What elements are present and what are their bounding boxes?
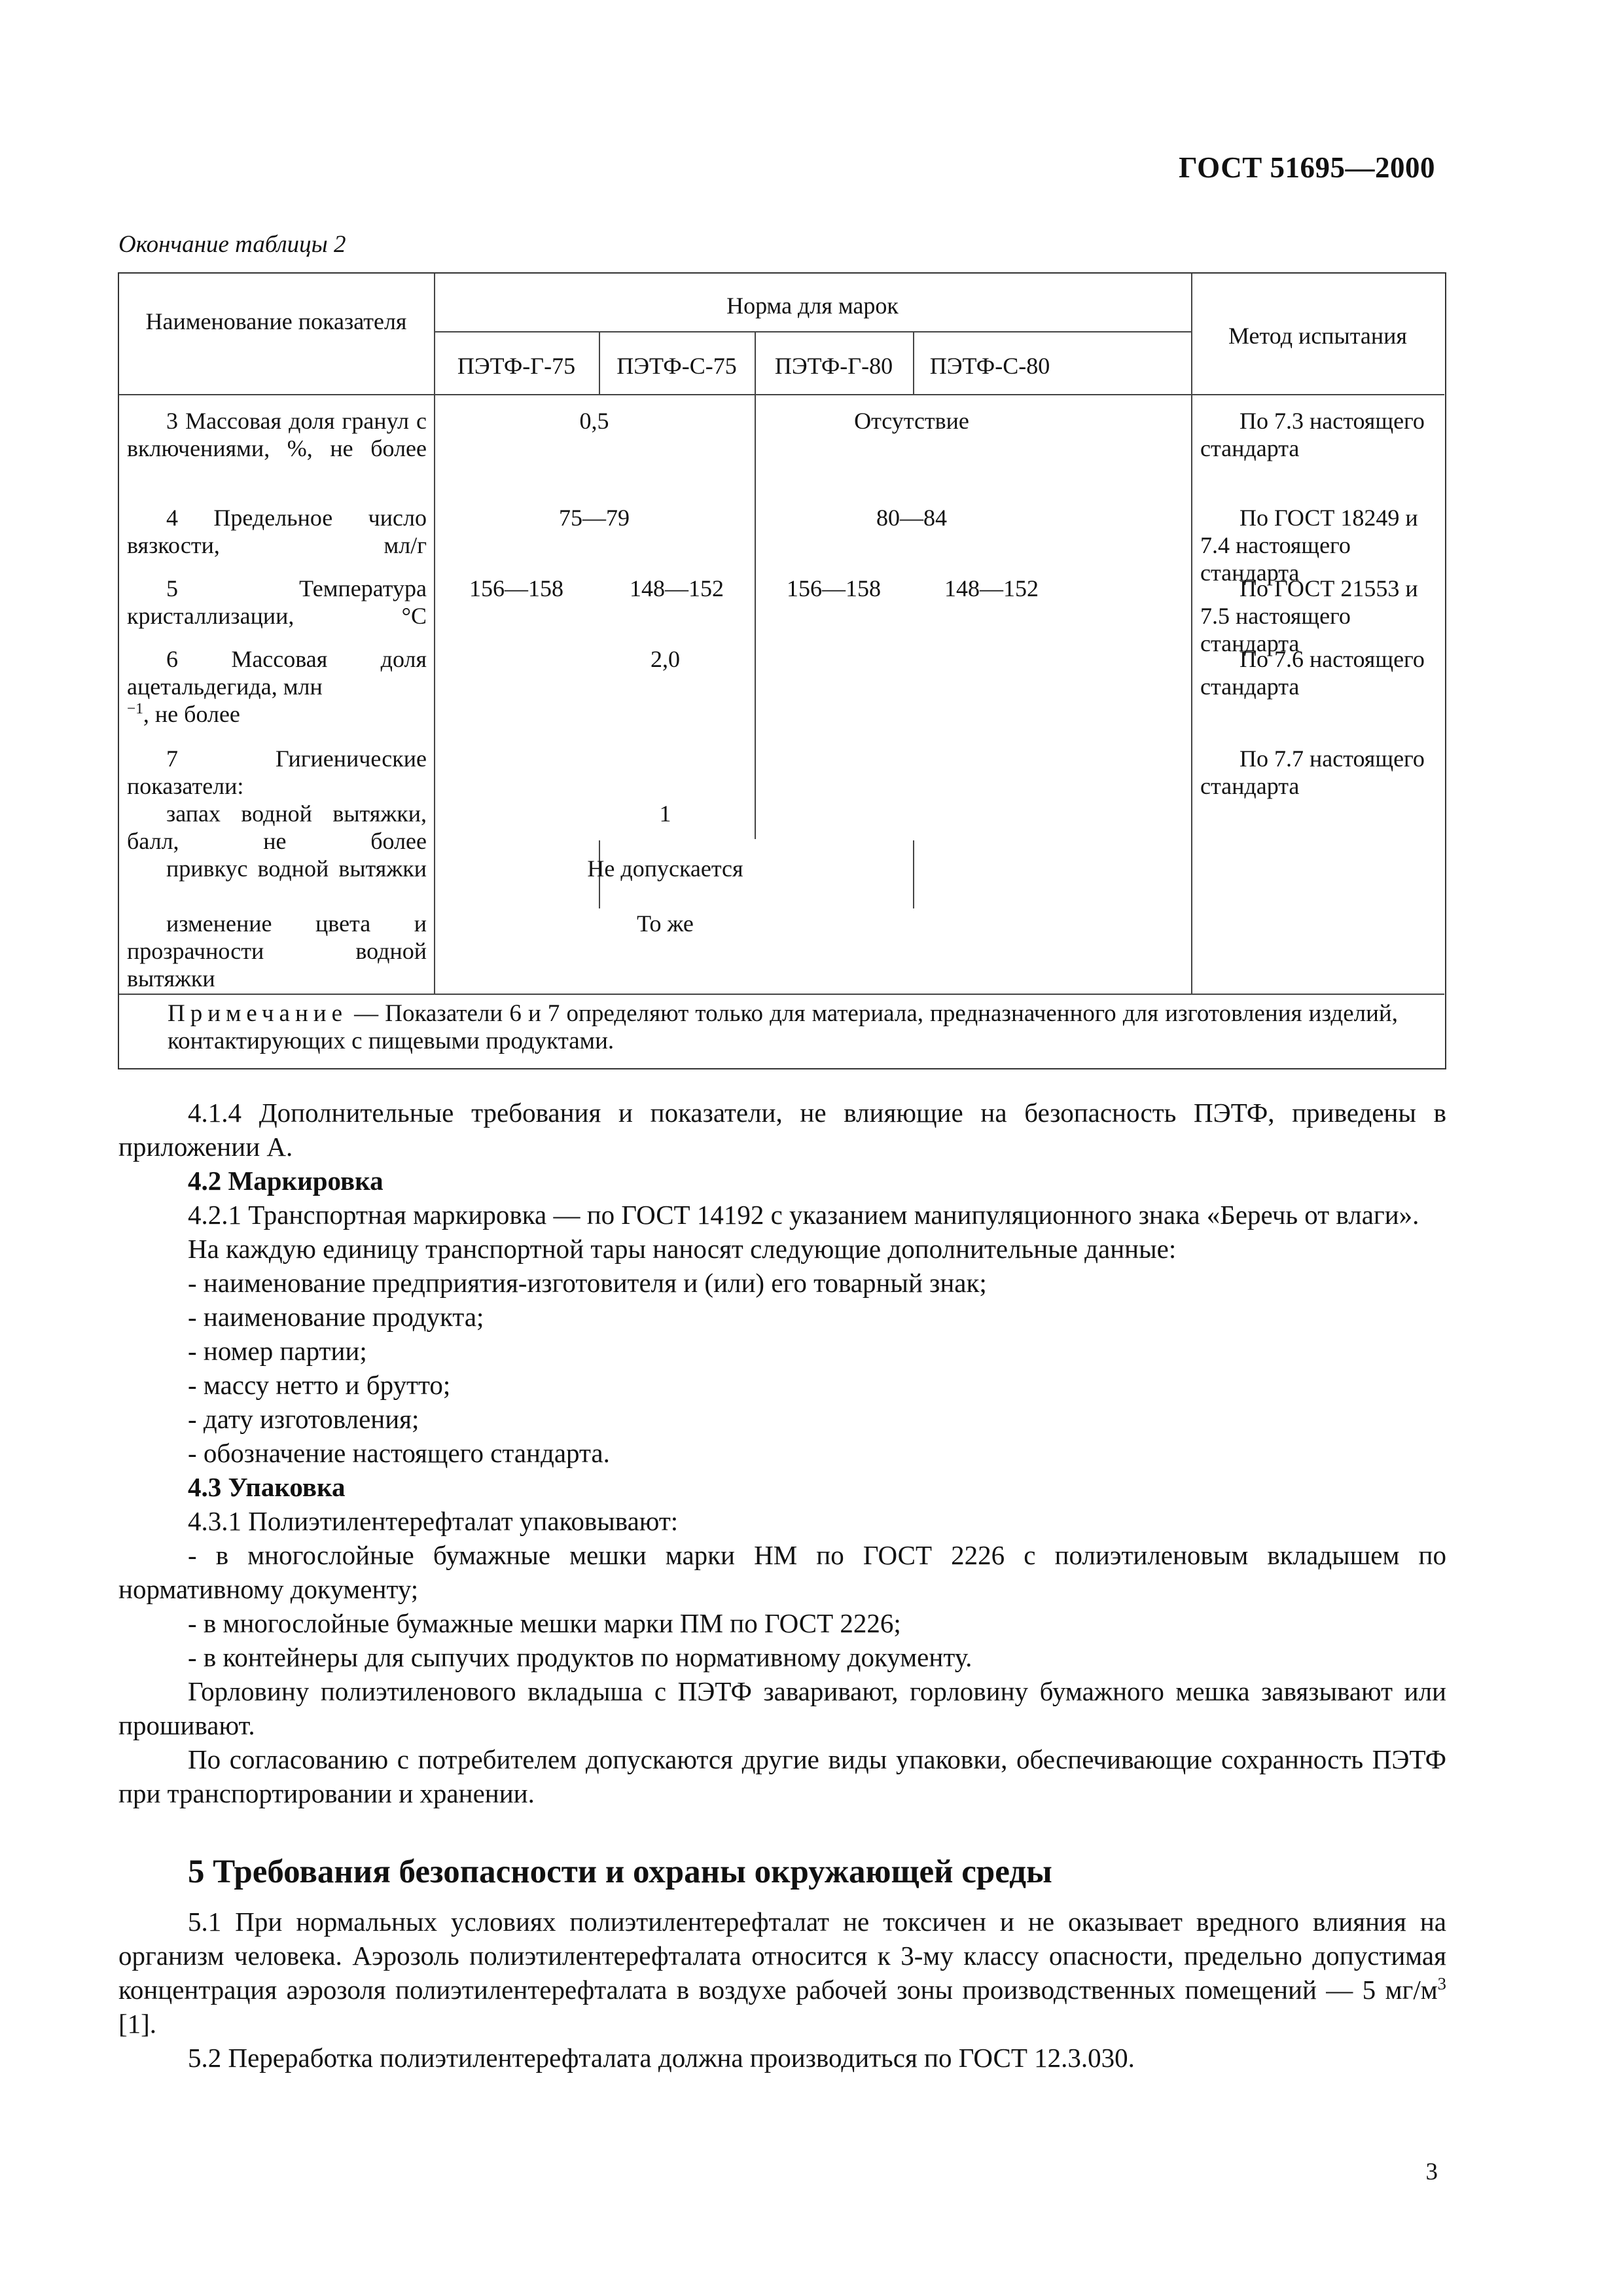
row-5-value-2: 148—152 xyxy=(630,575,724,601)
row-4-value-80: 80—84 xyxy=(876,505,947,531)
header-grade-4: ПЭТФ-С-80 xyxy=(929,353,1050,379)
row-6-unit-exponent: −1 xyxy=(127,700,143,717)
clause-4-1-4: 4.1.4 Дополнительные требования и показатели, не влияющие на безопасность ПЭТФ, приведены в приложении А. xyxy=(118,1098,1446,1162)
row-7-sub-1-name: запах водной вытяжки, балл, не более xyxy=(127,800,427,854)
row-7-method: По 7.7 настоящего стандарта xyxy=(1200,745,1425,799)
clause-4-2-1: 4.2.1 Транспортная маркировка — по ГОСТ 14192 с указанием манипуляционного знака «Беречь от влаги». xyxy=(188,1200,1419,1230)
header-grade-2: ПЭТФ-С-75 xyxy=(616,353,737,379)
row-4-method: По ГОСТ 18249 и 7.4 настоящего стандарта xyxy=(1200,505,1418,586)
row-4-name: 4 Предельное число вязкости, мл/г xyxy=(127,505,427,558)
list-item: - в многослойные бумажные мешки марки ПМ по ГОСТ 2226; xyxy=(188,1608,901,1638)
row-7-sub-2-name: привкус водной вытяжки xyxy=(166,855,427,882)
row-7-sub-2-value: Не допускается xyxy=(587,855,743,882)
clause-5-1 xyxy=(118,1905,1446,2041)
heading-section-5: 5 Требования безопасности и охраны окружающей среды xyxy=(188,1854,1052,1890)
unit-exponent: 3 xyxy=(1437,1973,1446,1994)
row-5-value-3: 156—158 xyxy=(787,575,881,601)
row-6-name xyxy=(127,645,427,728)
row-6-name-line-2 xyxy=(127,673,427,700)
header-norm-group: Норма для марок xyxy=(726,293,899,319)
row-7-name: 7 Гигиенические показатели: xyxy=(127,745,427,799)
list-item: - обозначение настоящего стандарта. xyxy=(188,1438,610,1468)
row-5-name: 5 Температура кристаллизации, °С xyxy=(127,575,427,629)
clause-4-3-1: 4.3.1 Полиэтилентерефталат упаковывают: xyxy=(188,1506,679,1536)
row-5-value-1: 156—158 xyxy=(469,575,563,601)
section-5 xyxy=(118,1855,1446,2075)
list-item: - массу нетто и брутто; xyxy=(188,1370,451,1400)
table-2 xyxy=(118,272,1446,1069)
row-6-value: 2,0 xyxy=(651,646,680,672)
table-caption: Окончание таблицы 2 xyxy=(118,231,346,258)
note-label: Примечание xyxy=(168,1000,348,1027)
heading-4-2: 4.2 Маркировка xyxy=(188,1166,383,1196)
header-grade-3: ПЭТФ-Г-80 xyxy=(774,353,893,379)
row-5-method: По ГОСТ 21553 и 7.5 настоящего стандарта xyxy=(1200,575,1418,656)
list-item: - наименование предприятия-изготовителя и (или) его товарный знак; xyxy=(188,1268,987,1298)
row-3-value-80: Отсутствие xyxy=(854,408,969,434)
header-method-column: Метод испытания xyxy=(1228,323,1407,349)
row-5-value-4: 148—152 xyxy=(944,575,1039,601)
note-text: — Показатели 6 и 7 определяют только для материала, предназначенного для изготовления изделий, контактирующих с пищевыми продуктами. xyxy=(168,1000,1398,1054)
body-text xyxy=(118,1096,1446,1810)
clause-5-1-text: 5.1 При нормальных условиях полиэтилентерефталат не токсичен и не оказывает вредного влияния на организм человека. Аэрозоль полиэтилентерефталата относится к 3-му классу опасности, предельно допустимая концентрация аэрозоля полиэтилентерефталата в воздухе рабочей зоны производственных помещений — 5 мг/м xyxy=(118,1907,1446,2005)
row-7-sub-3-value: То же xyxy=(637,910,694,937)
list-item: - номер партии; xyxy=(188,1336,367,1366)
row-7-sub-3-name: изменение цвета и прозрачности водной вытяжки xyxy=(127,910,427,992)
row-6-name-part: ацетальдегида, млн xyxy=(127,673,323,700)
heading-4-3: 4.3 Упаковка xyxy=(188,1472,346,1502)
clause-5-1-tail: [1]. xyxy=(118,2009,157,2039)
header-name-column: Наименование показателя xyxy=(145,308,407,334)
table-note xyxy=(168,1000,1398,1055)
list-item: - в многослойные бумажные мешки марки НМ по ГОСТ 2226 с полиэтиленовым вкладышем по нормативному документу; xyxy=(118,1540,1446,1604)
row-6-name-tail: , не более xyxy=(143,701,240,727)
marking-intro: На каждую единицу транспортной тары наносят следующие дополнительные данные: xyxy=(188,1234,1177,1264)
paragraph-agreement: По согласованию с потребителем допускаются другие виды упаковки, обеспечивающие сохранность ПЭТФ при транспортировании и хранении. xyxy=(118,1744,1446,1808)
row-6-method: По 7.6 настоящего стандарта xyxy=(1200,646,1425,700)
row-4-value-75: 75—79 xyxy=(559,505,630,531)
paragraph-neck: Горловину полиэтиленового вкладыша с ПЭТФ заваривают, горловину бумажного мешка завязывают или прошивают. xyxy=(118,1676,1446,1740)
page-number: 3 xyxy=(1425,2159,1438,2185)
list-item: - дату изготовления; xyxy=(188,1404,419,1434)
list-item: - в контейнеры для сыпучих продуктов по нормативному документу. xyxy=(188,1642,972,1672)
row-6-name-line-1: 6 Массовая доля xyxy=(166,646,427,672)
row-7-sub-1-value: 1 xyxy=(659,800,671,827)
row-3-name: 3 Массовая доля гранул с включениями, %, не более xyxy=(127,408,427,461)
list-item: - наименование продукта; xyxy=(188,1302,484,1332)
header-grade-1: ПЭТФ-Г-75 xyxy=(457,353,576,379)
row-6-name-line-3 xyxy=(127,700,427,728)
row-3-method: По 7.3 настоящего стандарта xyxy=(1200,408,1425,461)
row-3-value-75: 0,5 xyxy=(579,408,609,434)
clause-5-2: 5.2 Переработка полиэтилентерефталата должна производиться по ГОСТ 12.3.030. xyxy=(188,2043,1135,2073)
document-designation: ГОСТ 51695—2000 xyxy=(1179,151,1435,184)
